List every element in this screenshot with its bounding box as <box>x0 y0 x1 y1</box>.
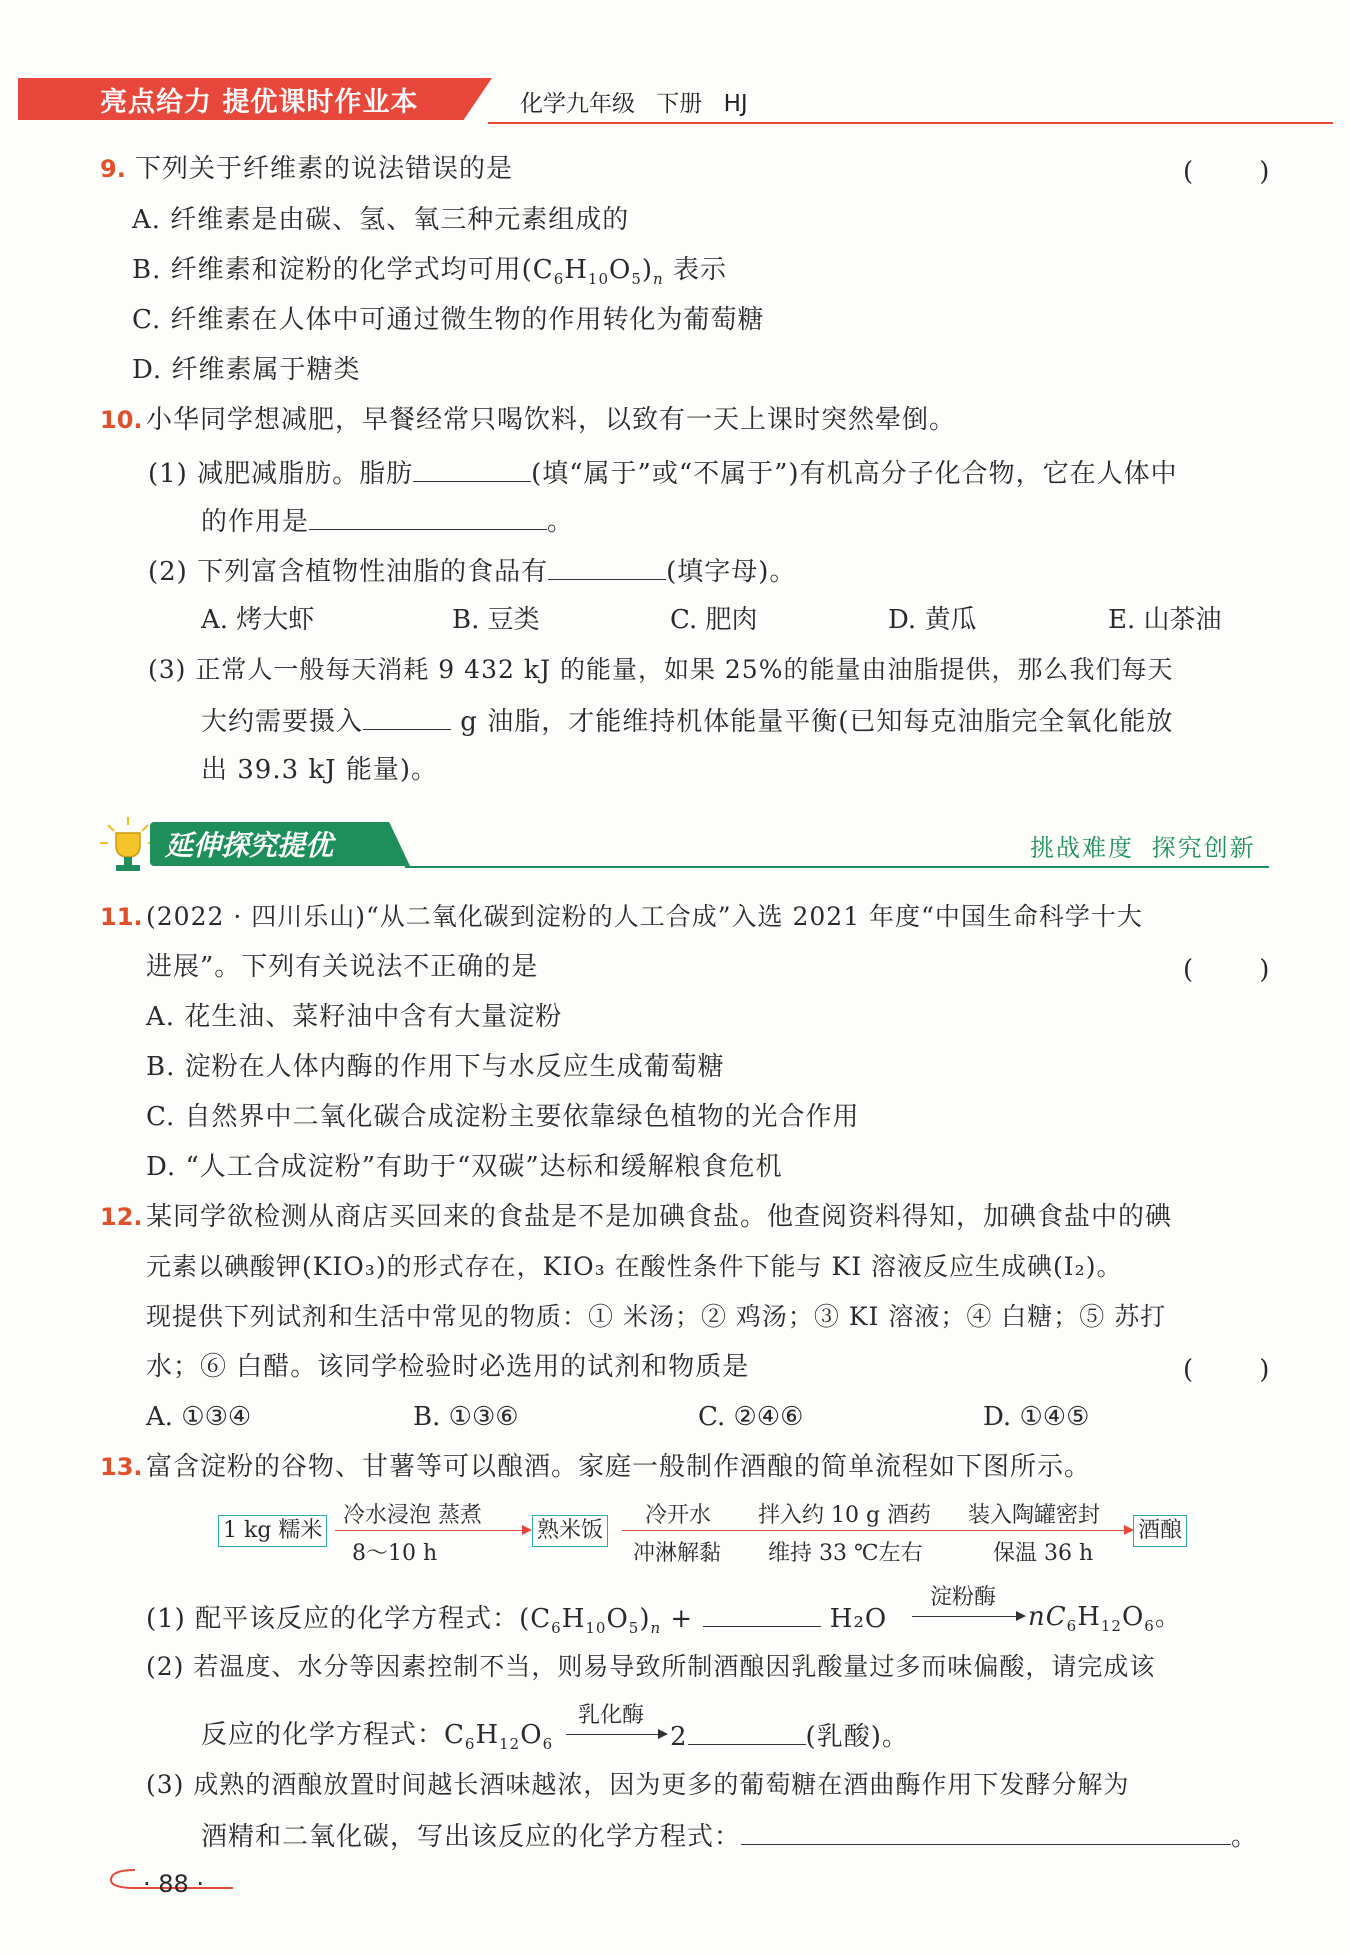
flow-step4-top: 装入陶罐密封 <box>968 1503 1101 1528</box>
q12-line1: 某同学欲检测从商店买回来的食盐是不是加碘食盐。他查阅资料得知，加碘食盐中的碘 <box>146 1202 1173 1232</box>
q13-part3-line1: (3) 成熟的酒酿放置时间越长酒味越浓，因为更多的葡萄糖在酒曲酶作用下发酵分解为 <box>146 1770 1130 1799</box>
q13-p1-condition: 淀粉酶 <box>930 1585 997 1610</box>
q13-part2-product: 2 (乳酸)。 <box>670 1718 909 1754</box>
q13-part3-line2: 酒精和二氧化碳，写出该反应的化学方程式： 。 <box>201 1818 1258 1854</box>
q12-option-c[interactable]: C. ②④⑥ <box>698 1402 804 1432</box>
q13-p1-arrow <box>912 1616 1024 1617</box>
q10-p2-option-c[interactable]: C. 肥肉 <box>670 605 758 635</box>
q9-option-a[interactable]: A. 纤维素是由碳、氢、氧三种元素组成的 <box>132 205 630 235</box>
q10-part3-line1: (3) 正常人一般每天消耗 9 432 kJ 的能量，如果 25%的能量由油脂提供，那么我们每天 <box>148 655 1174 684</box>
flow-step1-top: 冷水浸泡 蒸煮 <box>343 1503 482 1528</box>
q11-option-d[interactable]: D. “人工合成淀粉”有助于“双碳”达标和缓解粮食危机 <box>146 1152 783 1182</box>
q9-answer-paren[interactable]: ( ) <box>1183 157 1270 187</box>
q11-answer-paren[interactable]: ( ) <box>1183 955 1270 985</box>
q10-blank-4[interactable] <box>363 703 451 730</box>
q10-part2: (2) 下列富含植物性油脂的食品有 (填字母)。 <box>148 553 796 589</box>
q10-p2-option-a[interactable]: A. 烤大虾 <box>201 605 315 635</box>
flow-arrow-2 <box>622 1530 1132 1531</box>
q10-blank-3[interactable] <box>548 553 666 580</box>
q13-number: 13. <box>100 1453 143 1481</box>
q11-option-b[interactable]: B. 淀粉在人体内酶的作用下与水反应生成葡萄糖 <box>146 1052 725 1082</box>
flow-step4-bottom: 保温 36 h <box>993 1541 1094 1566</box>
q9-option-b[interactable]: B. 纤维素和淀粉的化学式均可用$(C_6H_{10}O_5)_n$ 表示 <box>132 255 727 289</box>
q12-line2: 元素以碘酸钾(KIO₃)的形式存在，KIO₃ 在酸性条件下能与 KI 溶液反应生成碘(I₂)。 <box>146 1252 1123 1281</box>
q10-blank-1[interactable] <box>413 455 531 482</box>
q10-p2-option-d[interactable]: D. 黄瓜 <box>888 605 977 635</box>
q12-option-a[interactable]: A. ①③④ <box>146 1402 252 1432</box>
flow-start-box: 1 kg 糯米 <box>218 1515 327 1547</box>
q11-option-c[interactable]: C. 自然界中二氧化碳合成淀粉主要依靠绿色植物的光合作用 <box>146 1102 860 1132</box>
q13-part2-line2: 反应的化学方程式：$C_6H_{12}O_6$ <box>201 1720 554 1754</box>
q9-option-d[interactable]: D. 纤维素属于糖类 <box>132 355 361 385</box>
q10-part3-line2: 大约需要摄入 g 油脂，才能维持机体能量平衡(已知每克油脂完全氧化能放 <box>201 703 1173 739</box>
subject-label: 化学九年级 下册 HJ <box>520 91 748 117</box>
section-title: 延伸探究提优 <box>165 829 334 862</box>
q13-part2-line1: (2) 若温度、水分等因素控制不当，则易导致所制酒酿因乳酸量过多而味偏酸，请完成该 <box>146 1652 1156 1681</box>
q13-p1-product: $nC_6H_{12}O_6$。 <box>1028 1602 1182 1636</box>
flow-step1-bottom: 8～10 h <box>352 1541 438 1566</box>
flow-end-box: 酒酿 <box>1133 1515 1187 1547</box>
q13-blank-2[interactable] <box>688 1718 806 1745</box>
q9-option-c[interactable]: C. 纤维素在人体中可通过微生物的作用转化为葡萄糖 <box>132 305 765 335</box>
q12-option-d[interactable]: D. ①④⑤ <box>983 1402 1090 1432</box>
q10-stem: 小华同学想减肥，早餐经常只喝饮料，以致有一天上课时突然晕倒。 <box>146 405 957 435</box>
q13-blank-3[interactable] <box>741 1818 1231 1845</box>
q13-stem: 富含淀粉的谷物、甘薯等可以酿酒。家庭一般制作酒酿的简单流程如下图所示。 <box>146 1452 1092 1482</box>
q12-answer-paren[interactable]: ( ) <box>1183 1355 1270 1385</box>
book-title: 亮点给力 提优课时作业本 <box>100 87 419 118</box>
q12-line3: 现提供下列试剂和生活中常见的物质：① 米汤；② 鸡汤；③ KI 溶液；④ 白糖；⑤ 苏打 <box>146 1302 1167 1331</box>
section-rule <box>405 866 1269 868</box>
q11-stem-line1: (2022 · 四川乐山)“从二氧化碳到淀粉的人工合成”入选 2021 年度“中国生命科学十大 <box>146 902 1143 931</box>
flow-step2-top: 冷开水 <box>645 1503 712 1528</box>
q10-part3-line3: 出 39.3 kJ 能量)。 <box>201 755 439 785</box>
header-rule <box>488 122 1333 124</box>
q11-option-a[interactable]: A. 花生油、菜籽油中含有大量淀粉 <box>146 1002 563 1032</box>
section-tagline: 挑战难度 探究创新 <box>1030 834 1256 862</box>
q13-part1: (1) 配平该反应的化学方程式：$(C_6H_{10}O_5)_n + H_2O$ <box>146 1600 887 1645</box>
q12-number: 12. <box>100 1203 143 1231</box>
q10-blank-2[interactable] <box>309 503 547 530</box>
q10-p2-option-e[interactable]: E. 山茶油 <box>1108 605 1222 635</box>
q13-p2-condition: 乳化酶 <box>578 1703 645 1728</box>
q12-option-b[interactable]: B. ①③⑥ <box>413 1402 519 1432</box>
flow-step2-bottom: 冲淋解黏 <box>633 1541 722 1566</box>
flow-step3-top: 拌入约 10 g 酒药 <box>758 1503 932 1528</box>
trophy-icon <box>98 815 158 875</box>
q11-number: 11. <box>100 903 143 931</box>
q10-part1-line1: (1) 减肥减脂肪。脂肪 (填“属于”或“不属于”)有机高分子化合物，它在人体中 <box>148 455 1178 491</box>
flow-arrow-1 <box>335 1530 530 1531</box>
q10-p2-option-b[interactable]: B. 豆类 <box>452 605 540 635</box>
flow-step3-bottom: 维持 33 ℃左右 <box>768 1541 923 1566</box>
q9-stem: 下列关于纤维素的说法错误的是 <box>135 154 514 184</box>
q9-number: 9. <box>100 155 126 183</box>
q11-stem-line2: 进展”。下列有关说法不正确的是 <box>146 952 539 982</box>
flow-mid-box: 熟米饭 <box>532 1515 608 1547</box>
q12-line4: 水；⑥ 白醋。该同学检验时必选用的试剂和物质是 <box>146 1352 750 1382</box>
q10-part1-line2: 的作用是 。 <box>201 503 574 539</box>
q10-number: 10. <box>100 406 143 434</box>
q13-blank-1[interactable] <box>703 1600 821 1627</box>
page-number: · 88 · <box>143 1870 205 1898</box>
q13-p2-arrow <box>566 1734 666 1735</box>
